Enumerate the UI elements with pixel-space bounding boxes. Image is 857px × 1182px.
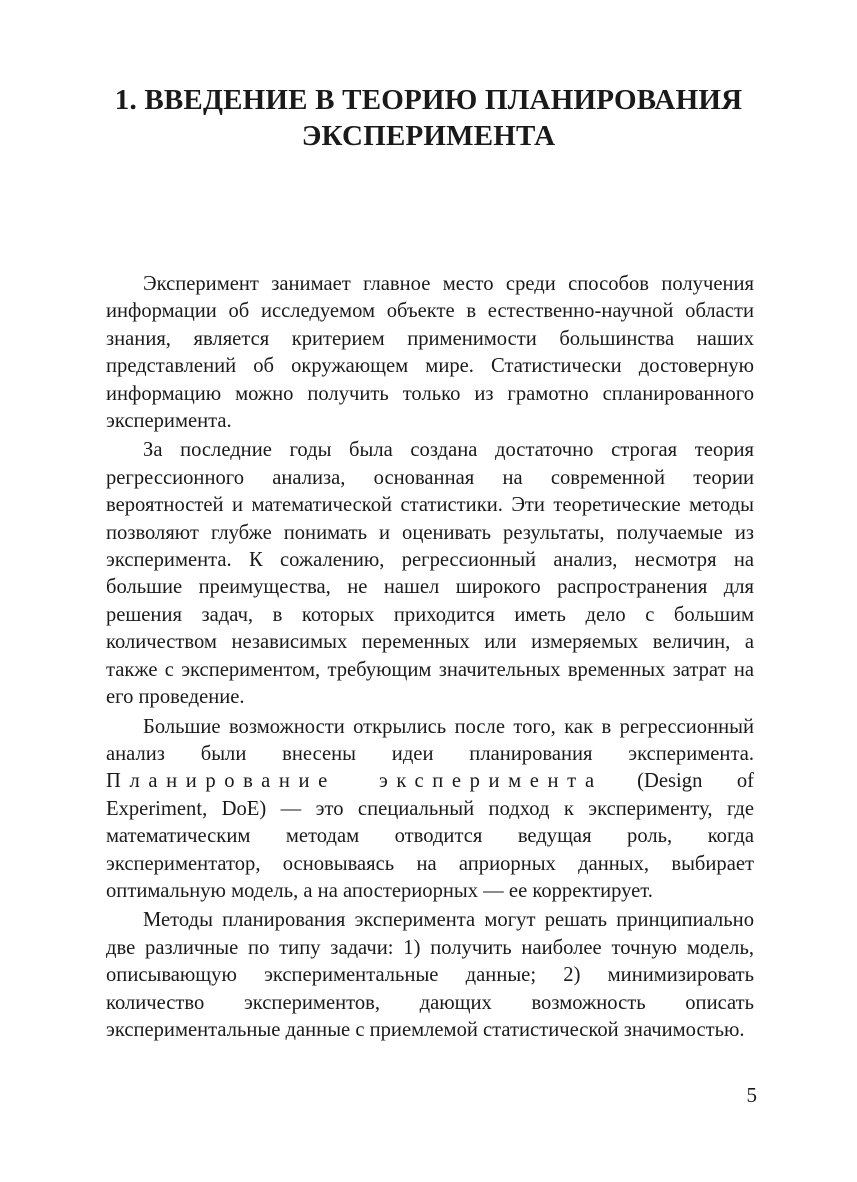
term-design-of-experiment: Планирование эксперимента xyxy=(106,770,603,793)
chapter-title-line-1: 1. ВВЕДЕНИЕ В ТЕОРИЮ ПЛАНИРОВАНИЯ xyxy=(114,84,743,116)
chapter-body xyxy=(106,271,754,1046)
paragraph-3-rest: (Design of Experiment, DoE) — это специальный подход к эксперименту, где математическим методам отводится ведущая роль, когда экспериментатор, основываясь на априорных данных, выбирает оптимальную модель, а на апостериорных — ее корректирует. xyxy=(106,770,754,902)
chapter-heading xyxy=(60,82,797,154)
chapter-title-line-2: ЭКСПЕРИМЕНТА xyxy=(301,120,556,152)
paragraph-1: Эксперимент занимает главное место среди способов получения информации об исследуемом объекте в естественно-научной области знания, является критерием применимости большинства наших представлений об окружающем мире. Статистически достоверную информацию можно получить только из грамотно спланированного эксперимента. xyxy=(106,273,754,433)
paragraph-2: За последние годы была создана достаточно строгая теория регрессионного анализа, основанная на современной теории вероятностей и математической статистики. Эти теоретические методы позволяют глубже понимать и оценивать результаты, получаемые из эксперимента. К сожалению, регрессионный анализ, несмотря на большие преимущества, не нашел широкого распространения для решения задач, в которых приходится иметь дело с большим количеством независимых переменных или измеряемых величин, а также с экспериментом, требующим значительных временных затрат на его проведение. xyxy=(106,439,754,709)
paragraph-4: Методы планирования эксперимента могут решать принципиально две различные по типу задачи: 1) получить наиболее точную модель, описывающую экспериментальные данные; 2) минимизировать количество экспериментов, дающих возможность описать экспериментальные данные с приемлемой статистической значимостью. xyxy=(106,909,754,1041)
paragraph-3-start: Большие возможности открылись после того, как в регрессионный анализ были внесены идеи планирования эксперимента. xyxy=(106,715,754,765)
page-number: 5 xyxy=(746,1083,757,1107)
paragraph-3 xyxy=(106,714,754,906)
